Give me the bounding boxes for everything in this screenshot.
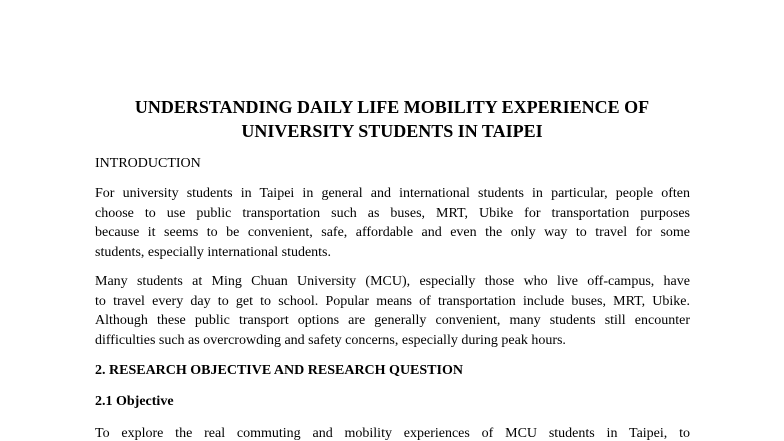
introduction-paragraph-1 — [95, 184, 690, 262]
section-2-1-heading: 2.1 Objective — [95, 394, 174, 409]
document-title — [60, 95, 724, 143]
section-2-heading: 2. RESEARCH OBJECTIVE AND RESEARCH QUESTION — [95, 363, 463, 378]
title-line-2: UNIVERSITY STUDENTS IN TAIPEI — [241, 121, 543, 141]
paragraph-line: difficulties such as overcrowding and safety concerns, especially during peak hours. — [95, 332, 566, 348]
paragraph-line: Although these public transport options are generally convenient, many students still encounter — [95, 313, 690, 328]
paragraph-line: To explore the real commuting and mobility experiences of MCU students in Taipei, to — [95, 426, 690, 441]
paragraph-line: to travel every day to get to school. Popular means of transportation include buses, MRT, Ubike. — [95, 293, 690, 309]
title-line-1: UNDERSTANDING DAILY LIFE MOBILITY EXPERIENCE OF — [134, 97, 650, 117]
paragraph-line: For university students in Taipei in general and international students in particular, people often — [95, 186, 690, 201]
objective-paragraph — [95, 424, 690, 441]
paragraph-line: Many students at Ming Chuan University (MCU), especially those who live off-campus, have — [95, 274, 690, 289]
introduction-paragraph-2 — [95, 272, 690, 350]
paragraph-line: because it seems to be convenient, safe, affordable and even the only way to travel for some — [95, 225, 690, 240]
paragraph-line: choose to use public transportation such as buses, MRT, Ubike for transportation purposes — [95, 205, 690, 221]
introduction-heading: INTRODUCTION — [95, 156, 201, 171]
paragraph-line: students, especially international students. — [95, 244, 332, 260]
